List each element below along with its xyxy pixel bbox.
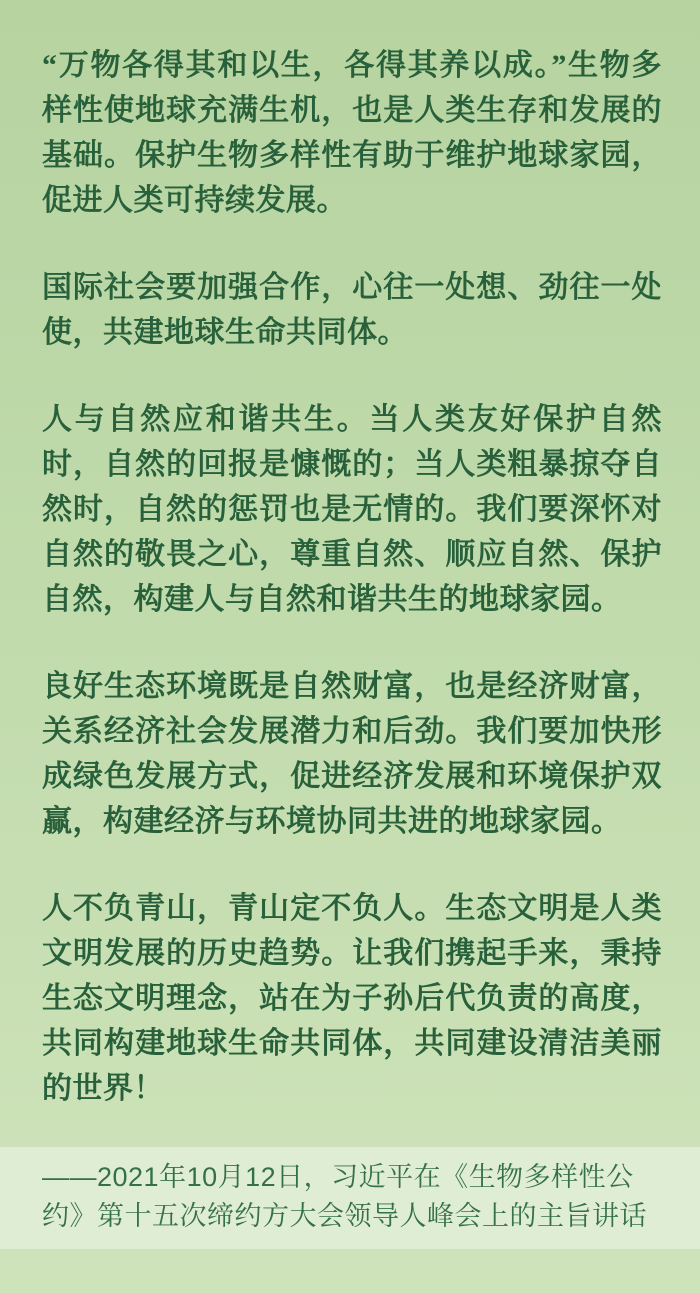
citation-source-text: ——2021年10月12日，习近平在《生物多样性公约》第十五次缔约方大会领导人峰会上的主旨讲话: [42, 1162, 647, 1231]
paragraph-eco-environment-wealth: 良好生态环境既是自然财富，也是经济财富，关系经济社会发展潜力和后劲。我们要加快形成绿色发展方式，促进经济发展和环境保护双赢，构建经济与环境协同共进的地球家园。: [42, 670, 662, 838]
paragraph-international-cooperation: 国际社会要加强合作，心往一处想、劲往一处使，共建地球生命共同体。: [42, 271, 662, 349]
citation-band: [0, 1147, 700, 1249]
paragraph-green-mountains: 人不负青山，青山定不负人。生态文明是人类文明发展的历史趋势。让我们携起手来，秉持生态文明理念，站在为子孙后代负责的高度，共同构建地球生命共同体，共同建设清洁美丽的世界！: [42, 892, 662, 1105]
paragraph-quote-biodiversity: “万物各得其和以生，各得其养以成。”生物多样性使地球充满生机，也是人类生存和发展的基础。保护生物多样性有助于维护地球家园，促进人类可持续发展。: [42, 49, 662, 217]
paragraph-man-and-nature: 人与自然应和谐共生。当人类友好保护自然时，自然的回报是慷慨的；当人类粗暴掠夺自然时，自然的惩罚也是无情的。我们要深怀对自然的敬畏之心，尊重自然、顺应自然、保护自然，构建人与自然和谐共生的地球家园。: [42, 403, 662, 616]
